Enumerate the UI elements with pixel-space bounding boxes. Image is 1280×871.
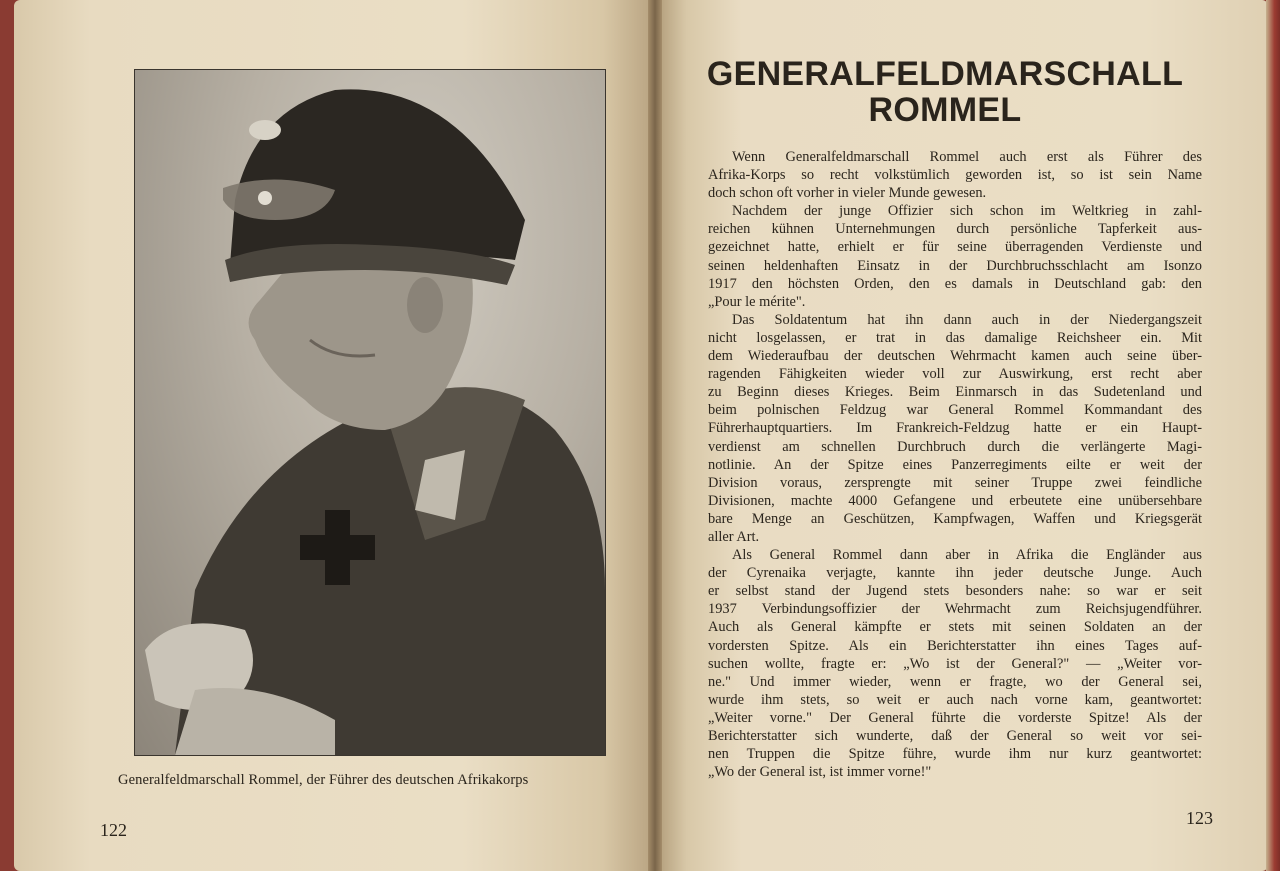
text-line: Führerhauptquartiers. Im Frankreich-Feldzug hatte er ein Haupt- [708,420,1202,437]
text-line: Berichterstatter sich wunderte, daß der General so weit vor sei- [708,728,1202,744]
text-line: Das Soldatentum hat ihn dann auch in der Niedergangszeit [732,311,1202,328]
text-line: der Cyrenaika verjagte, kannte ihn jeder deutsche Junge. Auch [708,565,1202,582]
page-number-left: 122 [100,820,127,840]
portrait-illustration [135,70,605,755]
text-line: Divisionen, machte 4000 Gefangene und erbeutete eine unübersehbare [708,492,1202,509]
text-line: seinen heldenhaften Einsatz in der Durchbruchsschlacht am Isonzo [708,257,1202,274]
text-line: Afrika-Korps so recht volkstümlich geworden ist, so ist sein Name [708,167,1202,184]
text-line: beim polnischen Feldzug war General Rommel Kommandant des [708,402,1202,419]
text-line: „Wo der General ist, ist immer vorne!" [708,764,932,781]
text-line: „Pour le mérite". [708,293,806,310]
page-number-right: 123 [1186,808,1213,828]
portrait-photo [134,69,606,756]
text-line: Nachdem der junge Offizier sich schon im Weltkrieg in zahl- [732,203,1202,220]
text-line: dem Wiederaufbau der deutschen Wehrmacht kamen auch seine über- [708,348,1202,365]
text-line: Division voraus, zersprengte mit seiner Truppe zwei feindliche [708,474,1202,491]
text-line: verdienst am schnellen Durchbruch durch die verlängerte Magi- [708,438,1202,455]
book-edge [1266,0,1280,871]
text-line: zu Beginn dieses Krieges. Beim Einmarsch in das Sudetenland und [708,384,1202,401]
chapter-heading [690,56,1200,128]
text-line: aller Art. [708,528,760,545]
text-line: wurde ihm stets, so weit er auch nach vorne kam, geantwortet: [708,691,1202,708]
text-line: Auch als General kämpfte er stets mit seinen Soldaten an der [708,619,1202,636]
book-gutter [648,0,662,871]
heading-line-1: GENERALFELDMARSCHALL [706,55,1184,93]
text-line: reichen kühnen Unternehmungen durch persönliche Tapferkeit aus- [708,221,1202,238]
text-line: notlinie. An der Spitze eines Panzerregiments eilte er weit der [708,456,1202,473]
text-line: ne." Und immer wieder, wenn er fragte, wo der General sei, [708,673,1202,690]
text-line: ragenden Fähigkeiten wieder voll zur Auswirkung, erst recht aber [708,366,1202,383]
text-line: nicht losgelassen, er trat in das damalige Reichsheer ein. Mit [708,329,1202,346]
text-line: suchen wollte, fragte er: „Wo ist der General?" — „Weiter vor- [708,655,1202,672]
text-line: doch schon oft vorher in vieler Munde gewesen. [708,185,987,202]
text-line: er selbst stand der Jugend stets besonders nahe: so war er seit [708,583,1202,600]
photo-caption: Generalfeldmarschall Rommel, der Führer des deutschen Afrikakorps [118,772,529,788]
text-line: vordersten Spitze. Als ein Berichterstatter ihn eines Tages auf- [708,637,1202,654]
text-line: bare Menge an Geschützen, Kampfwagen, Waffen und Kriegsgerät [708,510,1202,527]
text-line: gezeichnet hatte, erhielt er für seine überragenden Verdienste und [708,239,1202,256]
body-text [708,148,1202,781]
text-line: Als General Rommel dann aber in Afrika die Engländer aus [732,547,1202,564]
text-line: 1917 den höchsten Orden, den es damals in Deutschland gab: den [708,275,1202,292]
text-line: 1937 Verbindungsoffizier der Wehrmacht zum Reichsjugendführer. [708,601,1202,618]
text-line: Wenn Generalfeldmarschall Rommel auch erst als Führer des [732,149,1202,165]
heading-line-2: ROMMEL [868,91,1022,129]
text-line: nen Truppen die Spitze führe, wurde ihm nur kurz geantwortet: [708,746,1202,763]
text-line: „Weiter vorne." Der General führte die vorderste Spitze! Als der [708,709,1202,726]
